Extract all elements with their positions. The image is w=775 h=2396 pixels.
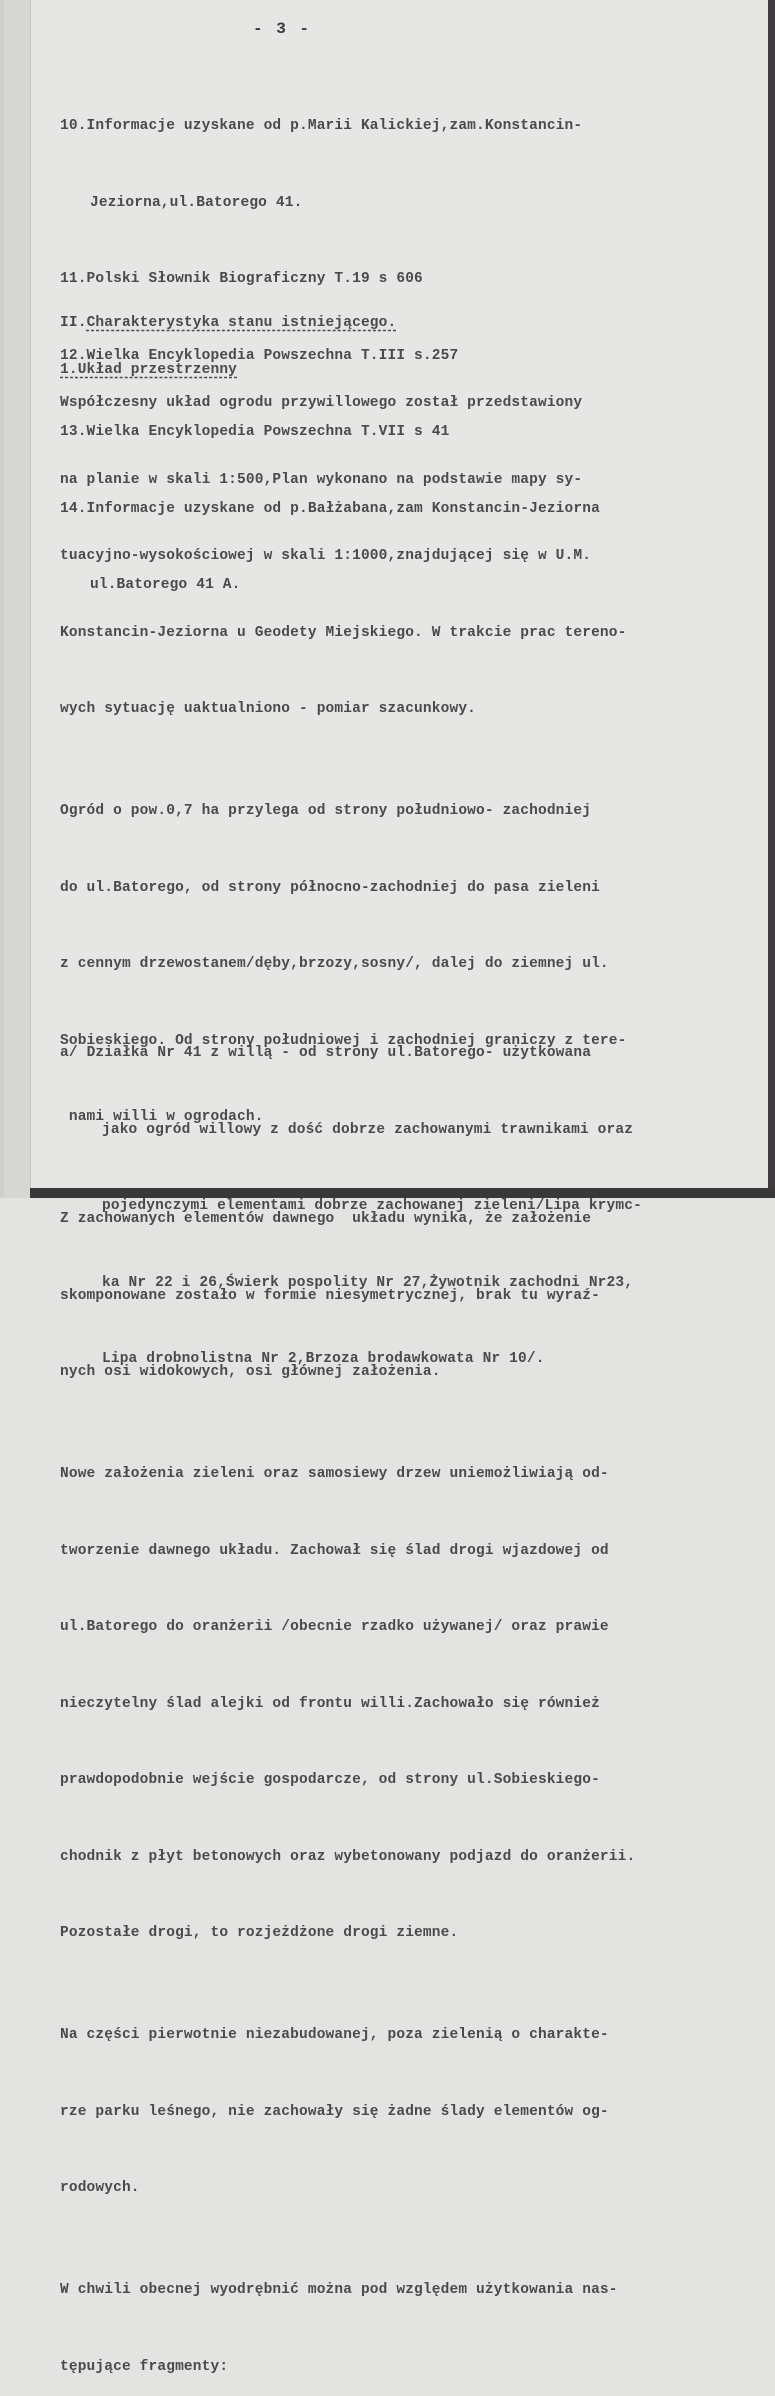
paragraph-line: nieczytelny ślad alejki od frontu willi.Zachowało się również <box>60 1695 600 1712</box>
paragraph-line: rze parku leśnego, nie zachowały się żadne ślady elementów og- <box>60 2103 609 2120</box>
paragraph-line: Konstancin-Jeziorna u Geodety Miejskiego. W trakcie prac tereno- <box>60 624 627 641</box>
reference-item-continuation: ul.Batorego 41 A. <box>90 577 241 593</box>
paragraph-line: Współczesny układ ogrodu przywillowego został przedstawiony <box>60 395 583 411</box>
paragraph-line: Na części pierwotnie niezabudowanej, poza zielenią o charakte- <box>60 2027 609 2043</box>
scan-right-edge <box>768 0 775 1198</box>
reference-item: 14.Informacje uzyskane od p.Bałżabana,zam Konstancin-Jeziorna <box>60 500 600 517</box>
paragraph-line: z cennym drzewostanem/dęby,brzozy,sosny/, dalej do ziemnej ul. <box>60 956 609 972</box>
paragraph-line: prawdopodobnie wejście gospodarcze, od strony ul.Sobieskiego- <box>60 1772 600 1788</box>
list-marker: a/ <box>60 1045 78 1061</box>
list-line: Działka Nr 41 z willą - od strony ul.Batorego- użytkowana <box>86 1045 592 1061</box>
list-line: jako ogród willowy z dość dobrze zachowanymi trawnikami oraz <box>102 1121 634 1138</box>
reference-item: 11.Polski Słownik Biograficzny T.19 s 606 <box>60 271 423 287</box>
paragraph-line: Z zachowanych elementów dawnego układu wynika, że założenie <box>60 1211 592 1227</box>
paragraph-line: skomponowane zostało w formie niesymetrycznej, brak tu wyraź- <box>60 1287 600 1304</box>
section-title: Charakterystyka stanu istniejącego. <box>86 315 397 331</box>
paragraph-line: rodowych. <box>60 2180 140 2196</box>
scan-left-edge <box>0 0 4 1198</box>
paragraph-line: Pozostałe drogi, to rozjeżdżone drogi ziemne. <box>60 1925 459 1941</box>
reference-item-continuation: Jeziorna,ul.Batorego 41. <box>90 194 303 211</box>
paragraph-line: Ogród o pow.0,7 ha przylega od strony południowo- zachodniej <box>60 803 592 819</box>
paragraph-line: W chwili obecnej wyodrębnić można pod względem użytkowania nas- <box>60 2282 618 2298</box>
paragraph-line: Nowe założenia zieleni oraz samosiewy drzew uniemożliwiają od- <box>60 1466 609 1482</box>
list-line: ka Nr 22 i 26,Świerk pospolity Nr 27,Żywotnik zachodni Nr23, <box>102 1274 634 1291</box>
paragraph-line: Sobieskiego. Od strony południowej i zachodniej graniczy z tere- <box>60 1032 627 1049</box>
page-number: - 3 - <box>253 20 312 38</box>
paragraph-line: nych osi widokowych, osi głównej założenia. <box>60 1364 441 1380</box>
paragraph-line: tępujące fragmenty: <box>60 2358 229 2375</box>
list-item <box>60 990 760 1398</box>
paragraph-line: na planie w skali 1:500,Plan wykonano na podstawie mapy sy- <box>60 471 583 488</box>
reference-item: 10.Informacje uzyskane od p.Marii Kalickiej,zam.Konstancin- <box>60 118 583 134</box>
scan-left-margin <box>0 0 31 1198</box>
list-line: Lipa drobnolistna Nr 2,Brzoza brodawkowata Nr 10/. <box>102 1351 545 1367</box>
reference-item: 13.Wielka Encyklopedia Powszechna T.VII s 41 <box>60 424 450 440</box>
reference-item: 12.Wielka Encyklopedia Powszechna T.III s.257 <box>60 347 459 364</box>
paragraph-line: tworzenie dawnego układu. Zachował się ślad drogi wjazdowej od <box>60 1542 609 1559</box>
list-line: pojedynczymi elementami dobrze zachowanej zieleni/Lipa krymс- <box>102 1198 642 1214</box>
paragraph-line: nami willi w ogrodach. <box>60 1109 264 1125</box>
paragraph-line: ul.Batorego do oranżerii /obecnie rzadko używanej/ oraz prawie <box>60 1619 609 1635</box>
section-number: II. <box>60 315 87 331</box>
paragraph-line: do ul.Batorego, od strony północno-zachodniej do pasa zieleni <box>60 879 600 896</box>
paragraph-line: tuacyjno-wysokościowej w skali 1:1000,znajdującej się w U.M. <box>60 548 592 564</box>
paragraph-line: wych sytuację uaktualniono - pomiar szacunkowy. <box>60 701 477 717</box>
paragraph-line: chodnik z płyt betonowych oraz wybetonowany podjazd do oranżerii. <box>60 1848 636 1865</box>
subsection-title: 1.Układ przestrzenny <box>60 362 238 378</box>
